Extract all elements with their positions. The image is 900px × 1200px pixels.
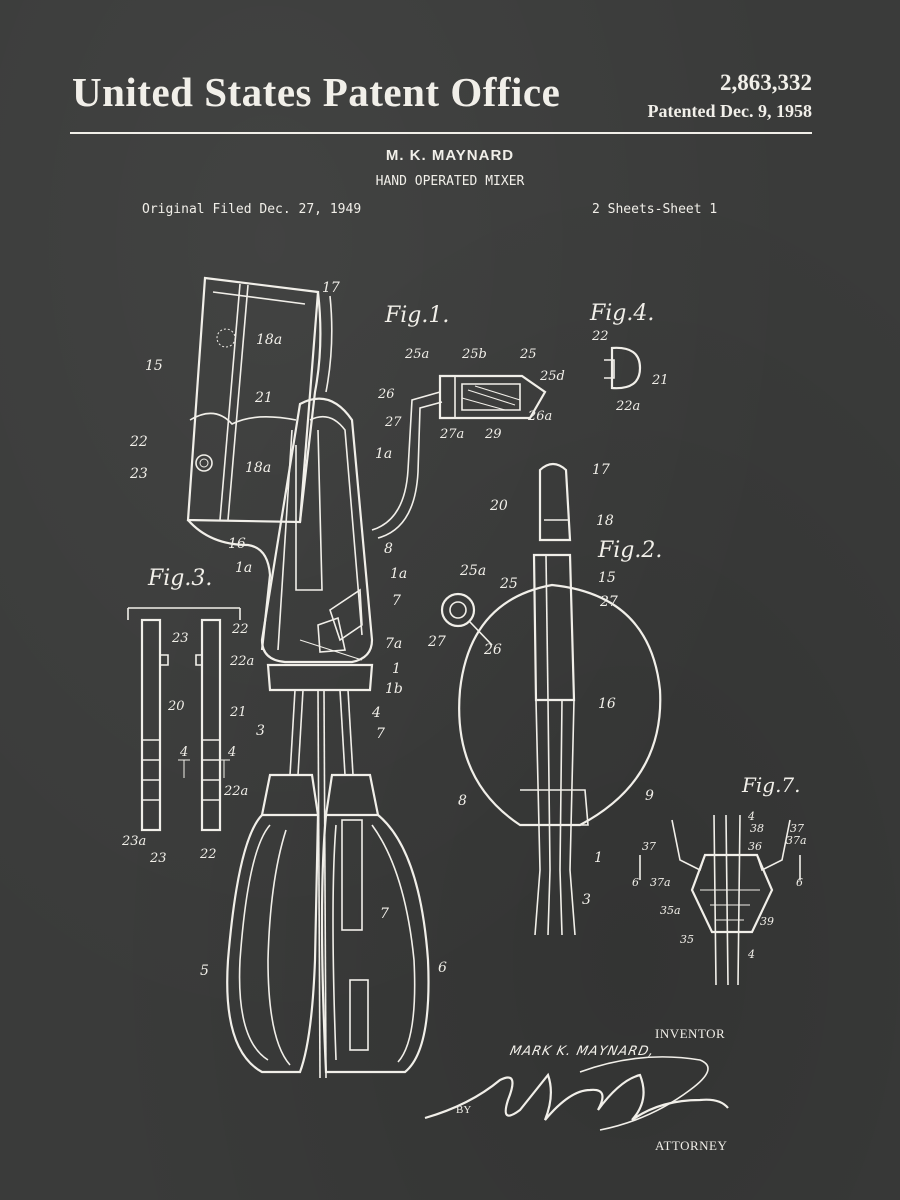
- fig1-callout: 23: [130, 466, 148, 482]
- inventor-label: INVENTOR: [655, 1026, 726, 1041]
- fig1-callout: 1: [392, 661, 401, 677]
- filing-date: Original Filed Dec. 27, 1949: [142, 202, 362, 217]
- fig7-callout: 4: [748, 948, 755, 961]
- fig3-callout: 22a: [230, 654, 255, 669]
- fig2-label: Fig.2.: [598, 538, 663, 563]
- fig7-callout: 37a: [786, 834, 807, 847]
- inventor-signature: MARK K. MAYNARD,: [508, 1044, 657, 1059]
- fig2-callout: 18: [596, 513, 614, 529]
- fig4-callout: 21: [652, 373, 669, 388]
- fig1-detail-callout: 27: [385, 415, 402, 430]
- fig1-callout: 16: [228, 536, 246, 552]
- fig3-callout: 23: [150, 851, 167, 866]
- patent-date: Patented Dec. 9, 1958: [647, 101, 812, 121]
- invention-title: HAND OPERATED MIXER: [375, 174, 525, 189]
- fig1-callout: 7: [392, 593, 401, 609]
- fig1-detail-callout: 25d: [540, 369, 565, 384]
- fig1-detail-callout: 27a: [440, 427, 465, 442]
- fig1-detail-callout: 25b: [462, 347, 487, 362]
- fig3-callout: 20: [168, 699, 185, 714]
- patent-number: 2,863,332: [720, 70, 812, 95]
- fig1-drawing: [188, 278, 442, 1078]
- fig1-callout: 21: [255, 390, 273, 406]
- fig1-callout: 5: [200, 963, 209, 979]
- fig7-callout: 37: [642, 840, 656, 853]
- fig7-callout: 35: [680, 933, 694, 946]
- fig1-detail-callout: 29: [485, 427, 502, 442]
- fig7-drawing: [640, 815, 800, 985]
- fig1-callout: 1a: [390, 566, 408, 582]
- fig3-callout: 23a: [122, 834, 147, 849]
- fig1-callouts: [129, 280, 450, 979]
- fig2-callout: 3: [582, 892, 591, 908]
- fig7-callout: 37a: [650, 876, 671, 889]
- fig3-callout: 22a: [224, 784, 249, 799]
- fig1-detail-callout: 25a: [405, 347, 430, 362]
- fig1-callout: 8: [384, 541, 393, 557]
- attorney-signature: [425, 1057, 728, 1130]
- fig1-callout: 1b: [385, 681, 403, 697]
- fig2-callout: 16: [598, 696, 616, 712]
- fig1-callout: 17: [322, 280, 340, 296]
- fig2-callout: 25: [500, 576, 518, 592]
- fig4-callouts: [591, 329, 669, 414]
- fig7-callouts: [632, 810, 807, 961]
- fig1-callout: 7: [376, 726, 385, 742]
- fig1-callout: 3: [256, 723, 265, 739]
- fig1-callout: 6: [438, 960, 447, 976]
- fig1-detail-callout: 26a: [528, 409, 553, 424]
- sheet-count: 2 Sheets-Sheet 1: [592, 202, 718, 217]
- fig7-callout: 6: [632, 876, 639, 889]
- fig1-detail-callout: 26: [378, 387, 395, 402]
- fig1-callout: 22: [130, 434, 148, 450]
- fig2-callout: 26: [484, 642, 502, 658]
- fig7-callout: 38: [750, 822, 764, 835]
- fig1-callout: 7a: [385, 636, 403, 652]
- fig2-callout: 27: [428, 634, 446, 650]
- fig3-callout: 4: [180, 745, 189, 760]
- fig2-callout: 8: [458, 793, 467, 809]
- fig1-callout: 7: [380, 906, 389, 922]
- office-title: United States Patent Office: [72, 69, 561, 115]
- fig7-callout: 4: [748, 810, 755, 823]
- fig1-callout: 1a: [375, 446, 393, 462]
- fig2-callout: 15: [598, 570, 616, 586]
- fig7-callout: 36: [748, 840, 762, 853]
- fig4-callout: 22a: [616, 399, 641, 414]
- fig3-callout: 22: [232, 622, 249, 637]
- fig7-callout: 39: [760, 915, 774, 928]
- fig1-callout: 18a: [245, 460, 272, 476]
- fig1-callout: 4: [372, 705, 381, 721]
- fig1-detail-callouts: [377, 347, 565, 442]
- fig3-callout: 21: [230, 705, 247, 720]
- fig3-callout: 23: [172, 631, 189, 646]
- attorney-label: ATTORNEY: [655, 1138, 728, 1153]
- fig1-label: Fig.1.: [385, 303, 450, 328]
- fig7-label: Fig.7.: [742, 773, 801, 797]
- by-label: BY: [456, 1104, 472, 1116]
- fig1-callout: 15: [145, 358, 163, 374]
- fig7-callout: 6: [796, 876, 803, 889]
- fig1-detail-callout: 25: [520, 347, 537, 362]
- fig2-callout: 20: [490, 498, 508, 514]
- fig7-callout: 35a: [660, 904, 681, 917]
- fig2-callout: 1: [594, 850, 603, 866]
- fig4-callout: 22: [592, 329, 609, 344]
- fig1-callout: 1a: [235, 560, 253, 576]
- fig2-callout: 9: [645, 788, 654, 804]
- fig3-callout: 4: [228, 745, 237, 760]
- fig7-callout: 37: [790, 822, 804, 835]
- inventor-name: M. K. MAYNARD: [385, 147, 515, 164]
- fig3-label: Fig.3.: [148, 566, 213, 591]
- fig4-label: Fig.4.: [590, 301, 655, 326]
- fig1-callout: 18a: [256, 332, 283, 348]
- fig3-callout: 22: [200, 847, 217, 862]
- fig4-drawing: [604, 348, 640, 388]
- fig2-callout: 25a: [460, 563, 487, 579]
- fig2-callout: 27: [600, 594, 618, 610]
- fig2-callout: 17: [592, 462, 610, 478]
